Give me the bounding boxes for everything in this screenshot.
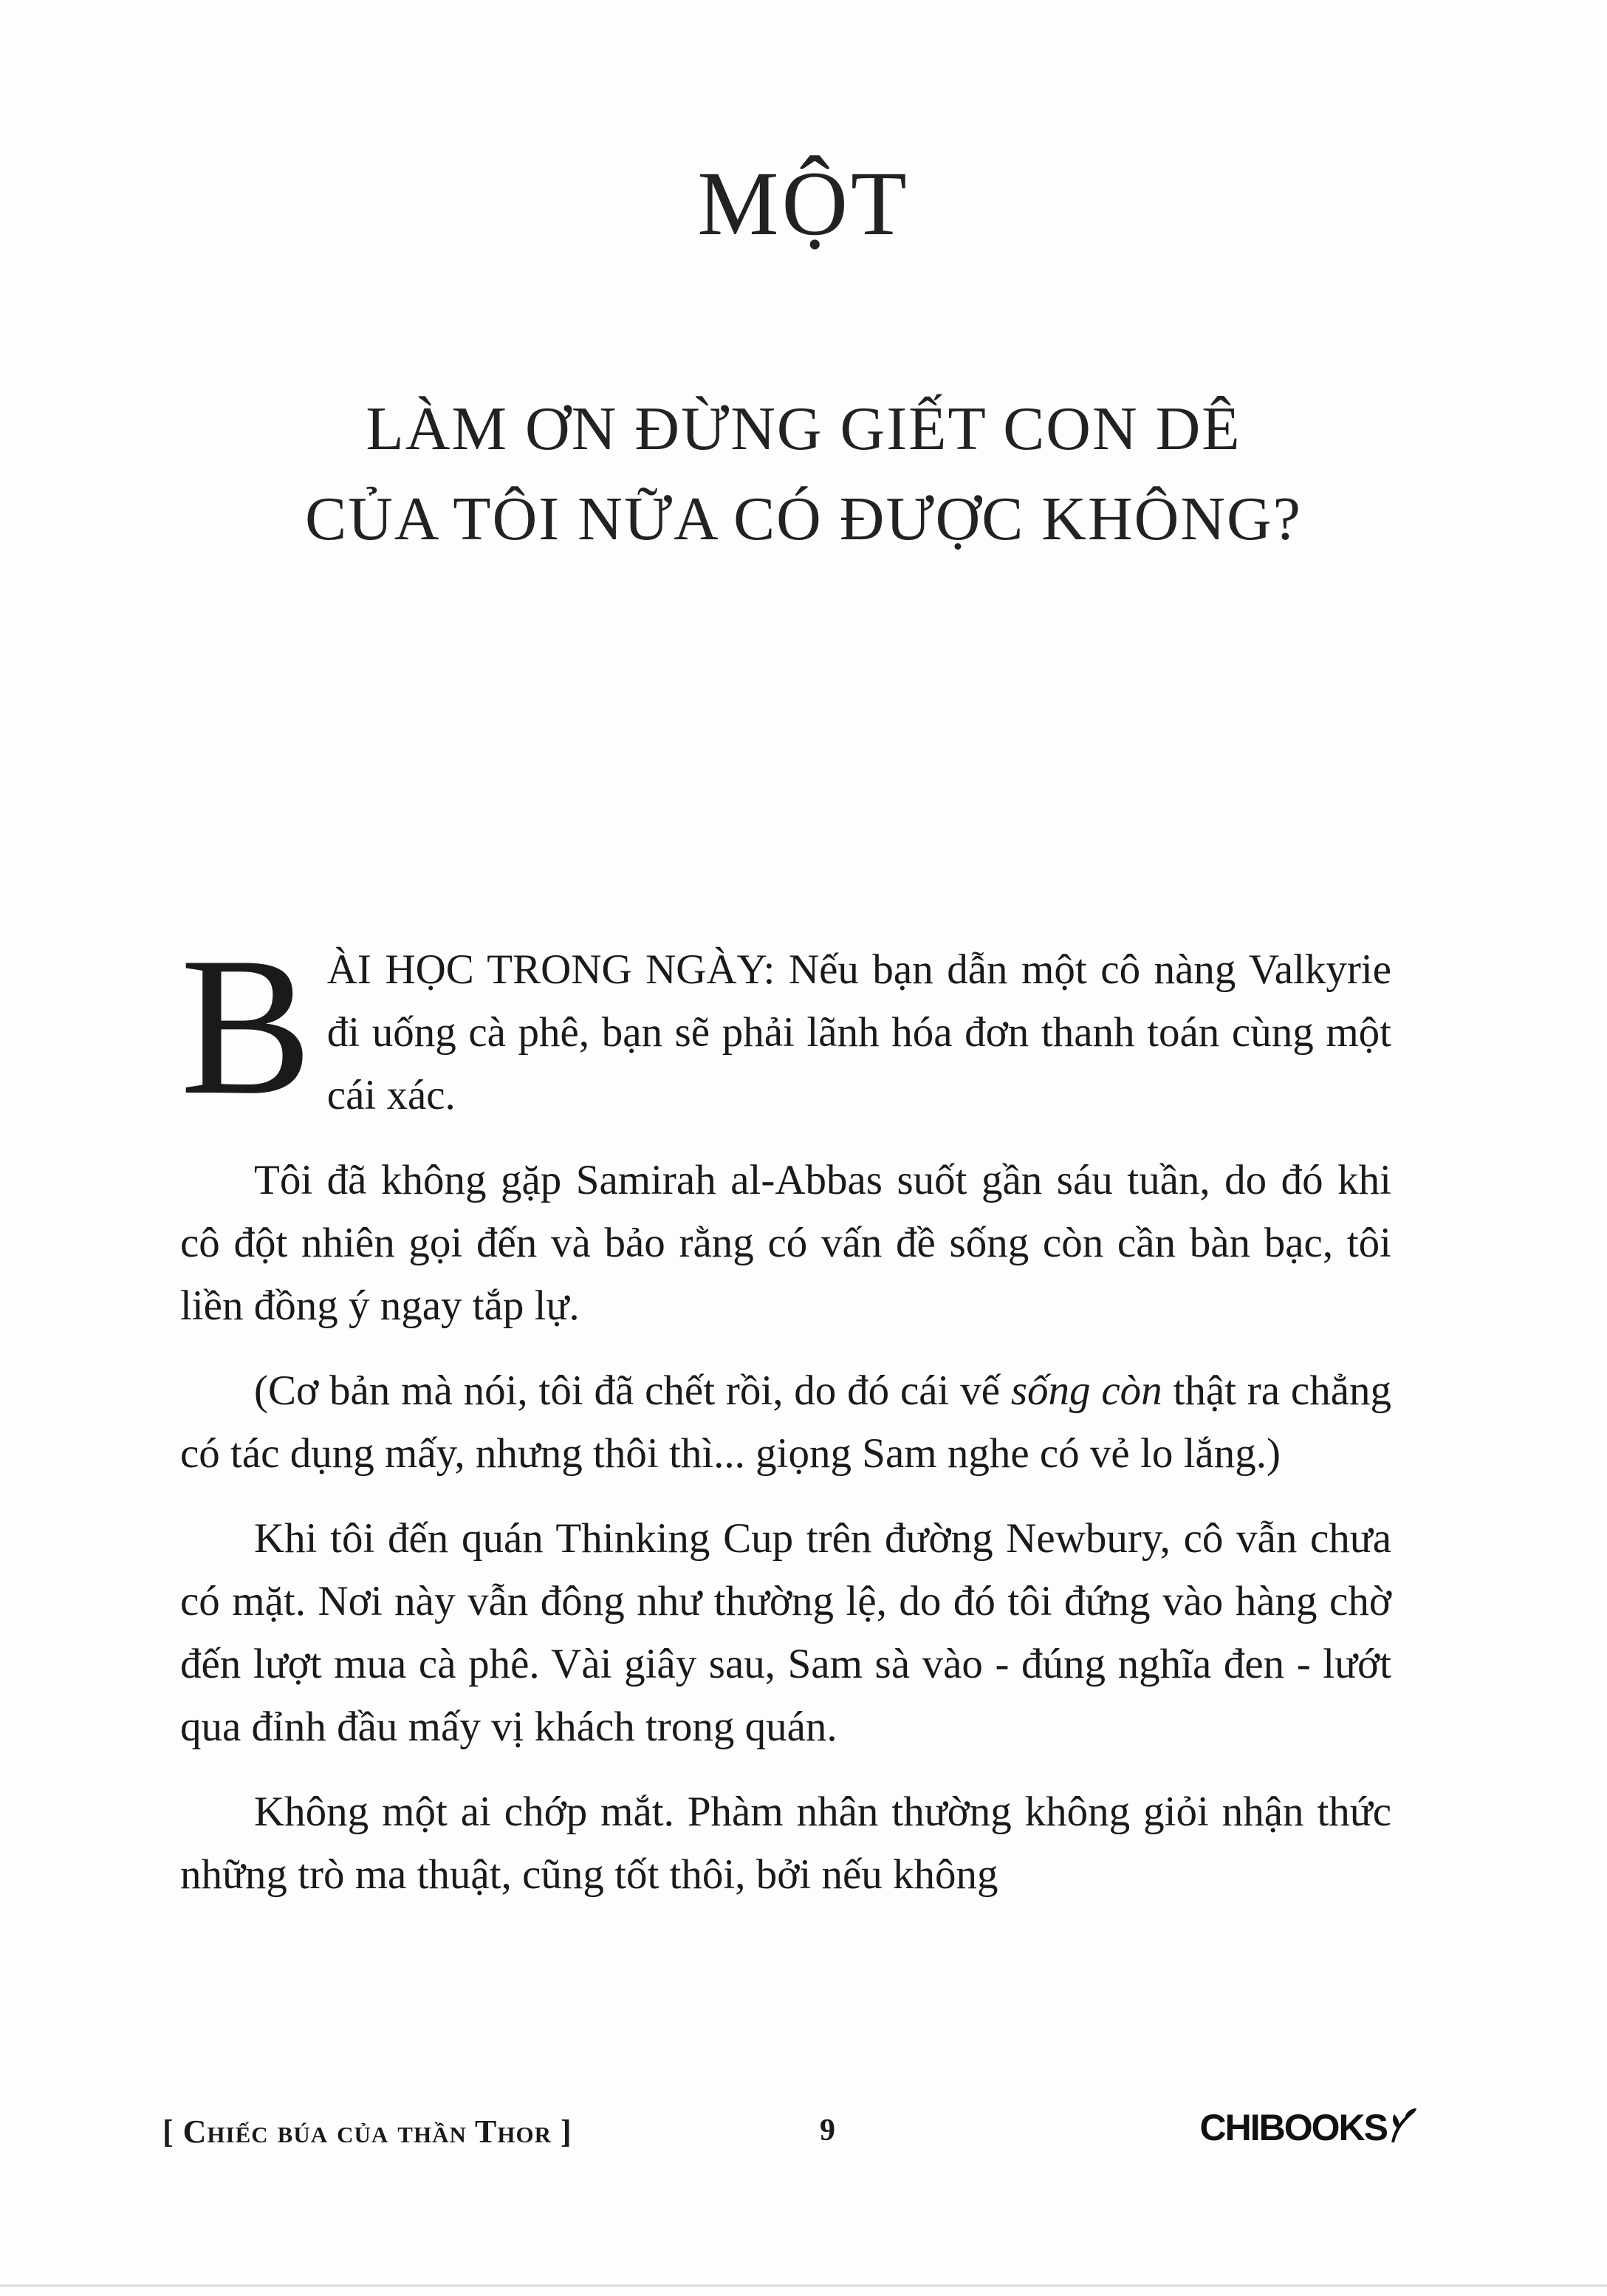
scan-edge-line (0, 2284, 1607, 2287)
chapter-number: MỘT (697, 153, 910, 254)
paragraph-text: thật ra chẳng có tác dụng mấy, nhưng thôi thì... giọng Sam nghe có vẻ lo lắng.) (180, 1367, 1391, 1477)
drop-cap: B (180, 916, 312, 1135)
leaf-icon (1388, 2105, 1418, 2150)
chapter-title-line-2: CỦA TÔI NỮA CÓ ĐƯỢC KHÔNG? (305, 485, 1302, 553)
page-footer (148, 2105, 1418, 2165)
chapter-body (180, 916, 1391, 1928)
paragraph-emphasis: sống còn (1010, 1367, 1162, 1414)
publisher-logo-text: CHIBOOKS (1199, 2107, 1387, 2148)
paragraph: Không một ai chớp mắt. Phàm nhân thường không giỏi nhận thức những trò ma thuật, cũng tốt thôi, bởi nếu không (180, 1788, 1391, 1898)
publisher-logo (1200, 2105, 1418, 2150)
chapter-title-line-1: LÀM ƠN ĐỪNG GIẾT CON DÊ (366, 394, 1241, 463)
opening-paragraph (180, 916, 1391, 1135)
page-number: 9 (820, 2114, 835, 2148)
paragraph (180, 1359, 1391, 1485)
chapter-title (0, 384, 1607, 564)
running-book-title: [ Chiếc búa của thần Thor ] (162, 2114, 572, 2150)
paragraph-text: (Cơ bản mà nói, tôi đã chết rồi, do đó cái vế (254, 1367, 1011, 1414)
paragraph: Khi tôi đến quán Thinking Cup trên đường Newbury, cô vẫn chưa có mặt. Nơi này vẫn đông như thường lệ, do đó tôi đứng vào hàng chờ đến lượt mua cà phê. Vài giây sau, Sam sà vào - đúng nghĩa đen - lướt qua đỉnh đầu mấy vị khách trong quán. (180, 1515, 1391, 1750)
paragraph: Tôi đã không gặp Samirah al-Abbas suốt gần sáu tuần, do đó khi cô đột nhiên gọi đến và bảo rằng có vấn đề sống còn cần bàn bạc, tôi liền đồng ý ngay tắp lự. (180, 1157, 1391, 1329)
opening-paragraph-text: ÀI HỌC TRONG NGÀY: Nếu bạn dẫn một cô nàng Valkyrie đi uống cà phê, bạn sẽ phải lãnh hóa đơn thanh toán cùng một cái xác. (326, 946, 1391, 1118)
